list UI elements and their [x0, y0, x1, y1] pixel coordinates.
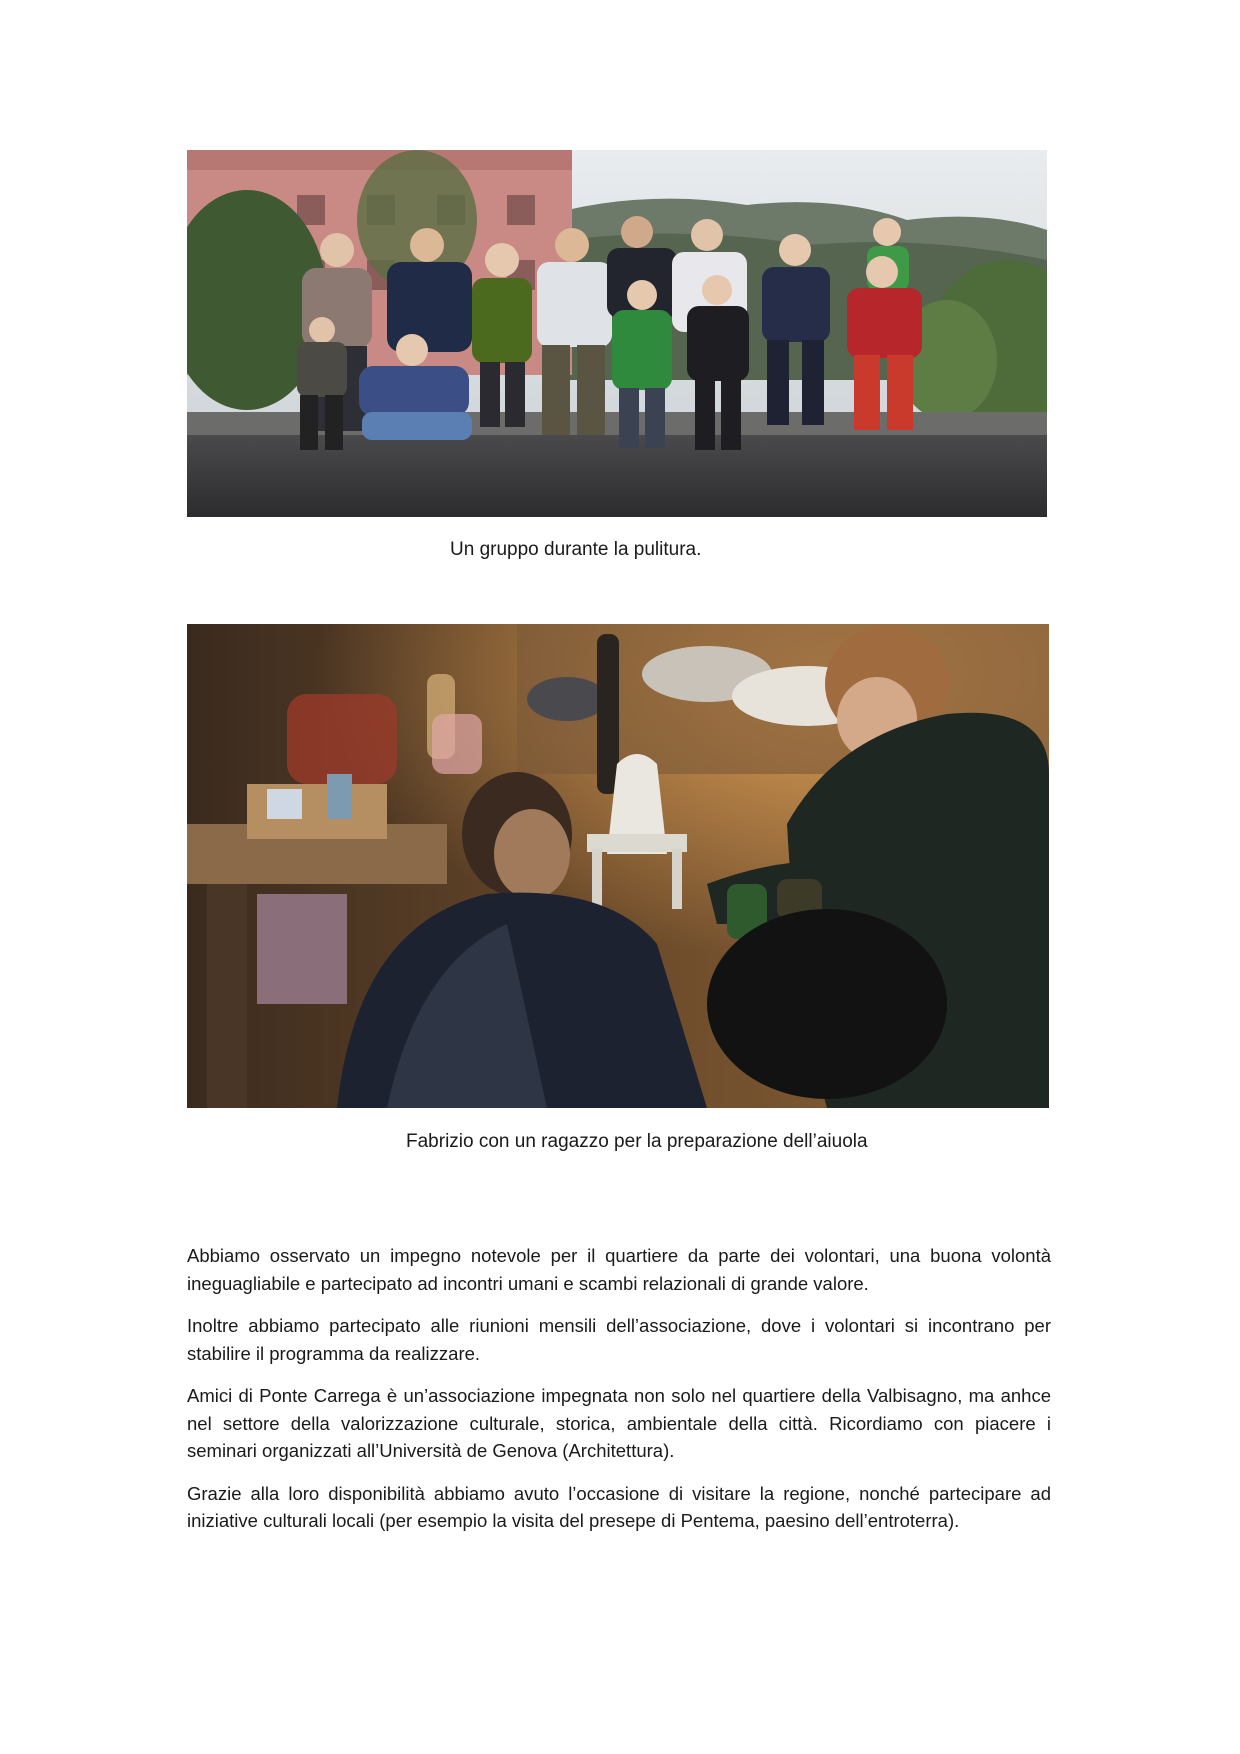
paragraph: Amici di Ponte Carrega è un’associazione impegnata non solo nel quartiere della Valbisagno, ma anhce nel settore della valorizzazione culturale, storica, ambientale della città. Ricordiamo con piacere i seminari organizzati all’Università de Genova (Architettura).: [187, 1385, 1051, 1461]
group-photo-image: [187, 150, 1047, 517]
paragraph: Grazie alla loro disponibilità abbiamo avuto l’occasione di visitare la regione, nonché partecipare ad iniziative culturali locali (per esempio la visita del presepe di Pentema, paesino dell’entroterra).: [187, 1482, 1051, 1531]
figure-caption: Fabrizio con un ragazzo per la preparazione dell’aiuola: [406, 1131, 868, 1152]
paragraph: Inoltre abbiamo partecipato alle riunioni mensili dell’associazione, dove i volontari si incontrano per stabilire il programma da realizzare.: [187, 1315, 1051, 1364]
flowerbed-photo: [187, 624, 1049, 1108]
flowerbed-photo-image: [187, 624, 1049, 1108]
group-photo: [187, 150, 1047, 517]
body-text: [187, 1242, 1051, 1550]
figure-caption: Un gruppo durante la pulitura.: [450, 539, 702, 560]
paragraph: Abbiamo osservato un impegno notevole per il quartiere da parte dei volontari, una buona volontà ineguagliabile e partecipato ad incontri umani e scambi relazionali di grande valore.: [187, 1245, 1051, 1294]
